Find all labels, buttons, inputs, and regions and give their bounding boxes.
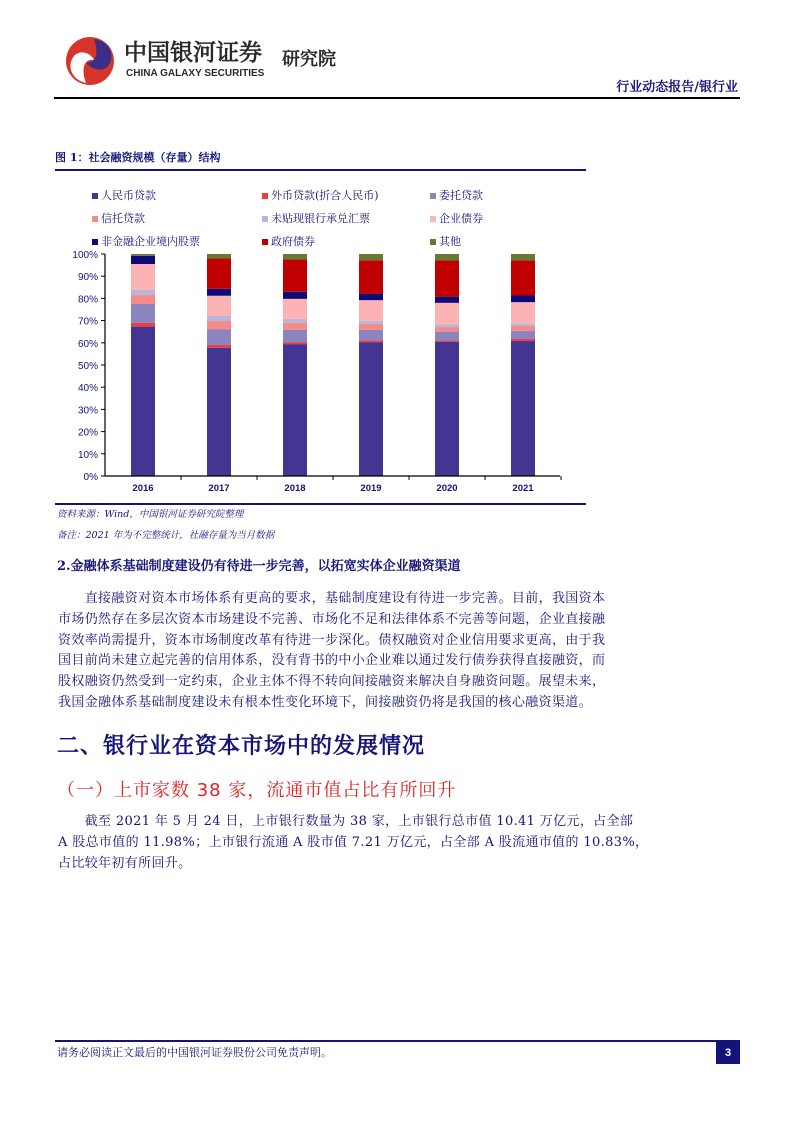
legend-label: 企业债券 [439,212,483,225]
para-line: 市场仍然存在多层次资本市场建设不完善、市场化不足和法律体系不完善等问题，企业直接融 [58,611,606,627]
legend-item [262,189,379,202]
bar-segment-2021-1 [511,339,535,341]
legend-swatch [430,239,436,245]
bar-segment-2016-8 [131,254,155,256]
legend-swatch [430,193,436,199]
y-tick-label: 50% [77,361,98,372]
footer-divider [55,1040,740,1042]
section2-paragraph [58,589,606,714]
page-number: 3 [716,1041,740,1064]
legend-label: 政府债券 [271,235,315,248]
legend-swatch [92,193,98,199]
bar-segment-2017-6 [207,289,231,296]
bar-segment-2017-1 [207,345,231,348]
bar-segment-2019-8 [359,254,383,260]
bar-segment-2020-8 [435,254,459,260]
figure-bottom-rule [55,503,586,505]
chapter-subtitle: （一）上市家数 38 家，流通市值占比有所回升 [57,780,457,801]
bar-segment-2021-7 [511,260,535,295]
legend-label: 信托贷款 [101,212,145,225]
bar-segment-2021-6 [511,296,535,303]
bar-segment-2021-3 [511,326,535,331]
bar-segment-2020-7 [435,260,459,296]
legend-item [430,189,483,202]
bar-segment-2018-7 [283,260,307,292]
bar-segment-2020-5 [435,303,459,324]
bar-segment-2019-3 [359,324,383,330]
bar-segment-2017-5 [207,296,231,316]
bar-segment-2020-4 [435,324,459,327]
bar-segment-2018-0 [283,344,307,476]
chapter-paragraph [58,812,649,874]
bar-segment-2017-0 [207,348,231,476]
legend-swatch [262,216,268,222]
y-tick-label: 80% [77,294,98,306]
institute-label: 研究院 [282,49,336,70]
x-tick-label: 2021 [512,483,534,494]
para-line: 截至 2021 年 5 月 24 日，上市银行数量为 38 家，上市银行总市值 10.41 万亿元，占全部 [58,814,634,829]
legend-label: 人民币贷款 [101,189,156,202]
brand-name-en: CHINA GALAXY SECURITIES [126,68,265,79]
legend-item [92,189,156,202]
bar-segment-2021-0 [511,341,535,476]
bar-segment-2020-1 [435,341,459,342]
bar-segment-2017-3 [207,321,231,329]
bar-segment-2021-5 [511,302,535,323]
bar-segment-2018-3 [283,323,307,330]
para-line: 直接融资对资本市场体系有更高的要求，基础制度建设有待进一步完善。目前，我国资本 [58,591,606,606]
figure-source: 资料来源：Wind，中国银河证券研究院整理 [57,509,244,520]
bar-segment-2017-8 [207,254,231,258]
bar-segment-2020-3 [435,327,459,332]
para-line: 资效率尚需提升，资本市场制度改革有待进一步深化。债权融资对企业信用要求更高，由于我 [58,632,606,648]
bar-segment-2019-0 [359,342,383,476]
bar-segment-2017-2 [207,329,231,345]
y-tick-label: 70% [77,316,98,328]
legend-item [262,212,370,225]
bar-segment-2016-1 [131,323,155,327]
bar-segment-2016-2 [131,304,155,323]
bar-segment-2019-1 [359,340,383,342]
y-tick-label: 90% [77,272,98,284]
bar-segment-2017-4 [207,316,231,321]
legend-label: 其他 [439,235,461,248]
bar-segment-2018-6 [283,292,307,299]
subsection-heading: 2.金融体系基础制度建设仍有待进一步完善，以拓宽实体企业融资渠道 [57,559,461,574]
bar-segment-2018-5 [283,299,307,319]
para-line: 我国金融体系基础制度建设未有根本性变化环境下，间接融资仍将是我国的核心融资渠道。 [58,694,593,710]
bar-segment-2021-2 [511,331,535,339]
bar-segment-2018-8 [283,254,307,260]
legend-label: 未贴现银行承兑汇票 [271,212,370,225]
y-tick-label: 100% [72,250,98,261]
x-tick-label: 2020 [436,483,458,494]
bar-segment-2019-5 [359,300,383,321]
legend-label: 非金融企业境内股票 [101,235,200,248]
figure-title: 图 1：社会融资规模（存量）结构 [55,151,221,164]
chapter-title: 二、银行业在资本市场中的发展情况 [57,734,426,759]
legend-swatch [262,239,268,245]
brand-name-cn: 中国银河证券 [124,40,262,66]
y-tick-label: 0% [83,472,98,483]
para-line: 股权融资仍然受到一定约束，企业主体不得不转向间接融资来解决自身融资问题。展望未来， [58,674,606,690]
y-tick-label: 10% [77,449,98,461]
legend-label: 外币贷款(折合人民币) [271,189,379,202]
x-tick-label: 2016 [132,483,154,494]
bar-segment-2021-8 [511,254,535,260]
legend-swatch [262,193,268,199]
y-tick-label: 20% [77,427,98,439]
para-line: A 股总市值的 11.98%；上市银行流通 A 股市值 7.21 万亿元，占全部 A 股流通市值的 10.83%， [58,834,649,850]
y-tick-label: 60% [77,338,98,350]
bar-segment-2018-4 [283,319,307,323]
para-line: 国目前尚未建立起完善的信用体系，没有背书的中小企业难以通过发行债券获得直接融资，而 [58,653,606,669]
bar-segment-2018-2 [283,330,307,342]
legend-label: 委托贷款 [439,189,483,202]
stacked-bar-chart [60,245,570,495]
footer-disclaimer: 请务必阅读正文最后的中国银河证券股份公司免责声明。 [57,1046,332,1059]
bar-segment-2020-2 [435,332,459,341]
x-tick-label: 2019 [360,483,382,494]
header-divider [54,97,740,99]
figure-note: 备注：2021 年为不完整统计，社融存量为当月数据 [57,530,275,541]
bar-segment-2017-7 [207,258,231,288]
report-type: 行业动态报告/银行业 [616,80,738,95]
company-logo [64,36,116,86]
legend-item [430,212,483,225]
bar-segment-2019-6 [359,294,383,300]
bar-segment-2019-2 [359,330,383,340]
bar-segment-2019-4 [359,321,383,324]
legend-swatch [92,239,98,245]
x-tick-label: 2017 [208,483,230,494]
bar-segment-2019-7 [359,260,383,294]
para-line: 占比较年初有所回升。 [58,855,192,871]
y-tick-label: 30% [77,405,98,417]
bar-segment-2016-6 [131,256,155,264]
legend-item [92,212,145,225]
bar-segment-2021-4 [511,323,535,326]
figure-top-rule [55,169,586,171]
bar-segment-2020-0 [435,342,459,476]
bar-segment-2018-1 [283,342,307,344]
bar-segment-2020-6 [435,297,459,303]
bar-segment-2016-5 [131,264,155,290]
legend-swatch [92,216,98,222]
legend-swatch [430,216,436,222]
bar-segment-2016-0 [131,327,155,476]
bar-segment-2016-4 [131,290,155,295]
bar-segment-2016-3 [131,295,155,304]
x-tick-label: 2018 [284,483,306,494]
y-tick-label: 40% [77,383,98,395]
